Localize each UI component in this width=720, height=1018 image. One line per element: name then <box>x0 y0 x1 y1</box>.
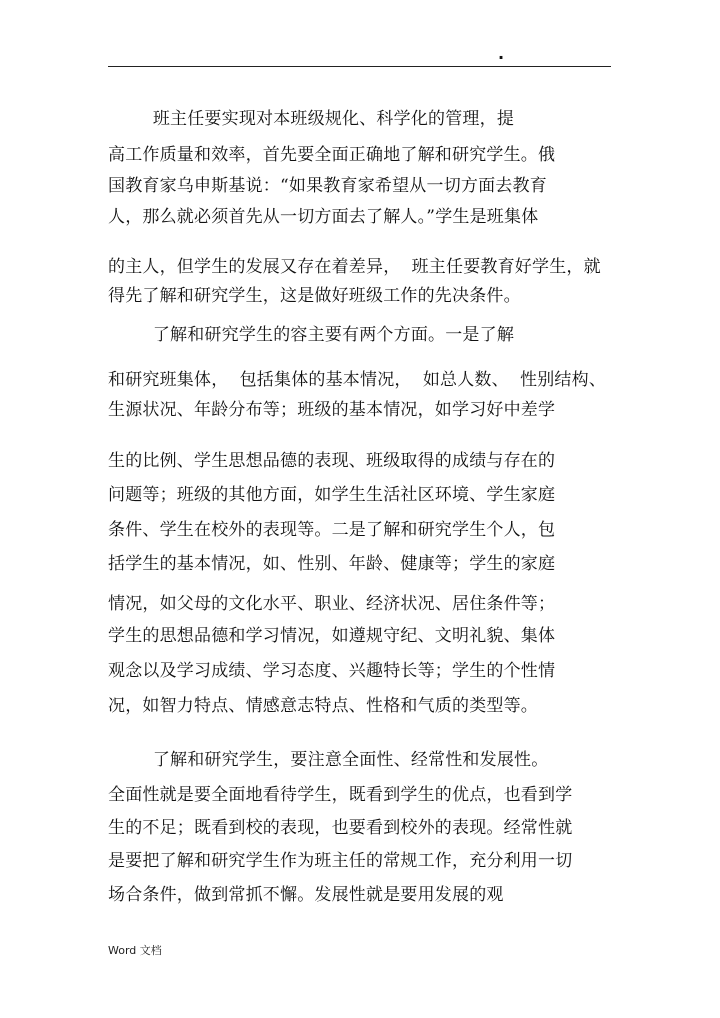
text-line: 人，那么就必须首先从一切方面去了解人。”学生是班集体 <box>108 207 539 227</box>
text-line: 观念以及学习成绩、学习态度、兴趣特长等；学生的个性情 <box>108 661 556 681</box>
text-line: 条件、学生在校外的表现等。二是了解和研究学生个人，包 <box>108 520 556 540</box>
text-line: 括学生的基本情况，如、性别、年龄、健康等；学生的家庭 <box>108 554 556 574</box>
text-line: 了解和研究学生的容主要有两个方面。一是了解 <box>108 325 515 345</box>
text-line: 高工作质量和效率，首先要全面正确地了解和研究学生。俄 <box>108 145 556 165</box>
text-line: 班主任要实现对本班级规化、科学化的管理，提 <box>108 109 515 129</box>
text-line: 生的不足；既看到校的表现，也要看到校外的表现。经常性就 <box>108 818 573 838</box>
text-line: 学生的思想品德和学习情况，如遵规守纪、文明礼貌、集体 <box>108 626 556 646</box>
text-line: 国教育家乌申斯基说：“如果教育家希望从一切方面去教育 <box>108 176 547 196</box>
text-line: 和研究班集体， 包括集体的基本情况， 如总人数、 性别结构、 <box>108 370 607 390</box>
text-line: 情况，如父母的文化水平、职业、经济状况、居住条件等； <box>108 594 556 614</box>
text-line: 是要把了解和研究学生作为班主任的常规工作，充分利用一切 <box>108 851 573 871</box>
header-mark: . <box>498 44 505 63</box>
text-line: 的主人，但学生的发展又存在着差异， 班主任要教育好学生，就 <box>108 257 601 277</box>
footer-label: Word 文档 <box>108 944 162 957</box>
text-line: 问题等；班级的其他方面，如学生生活社区环境、学生家庭 <box>108 485 556 505</box>
text-line: 场合条件，做到常抓不懈。发展性就是要用发展的观 <box>108 885 504 905</box>
text-line: 生源状况、年龄分布等；班级的基本情况，如学习好中差学 <box>108 400 556 420</box>
text-line: 况，如智力特点、情感意志特点、性格和气质的类型等。 <box>108 696 538 716</box>
header-rule <box>108 66 611 67</box>
text-line: 得先了解和研究学生，这是做好班级工作的先决条件。 <box>108 286 521 306</box>
text-line: 生的比例、学生思想品德的表现、班级取得的成绩与存在的 <box>108 451 556 471</box>
text-line: 了解和研究学生，要注意全面性、经常性和发展性。 <box>108 750 549 770</box>
text-line: 全面性就是要全面地看待学生，既看到学生的优点，也看到学 <box>108 785 573 805</box>
